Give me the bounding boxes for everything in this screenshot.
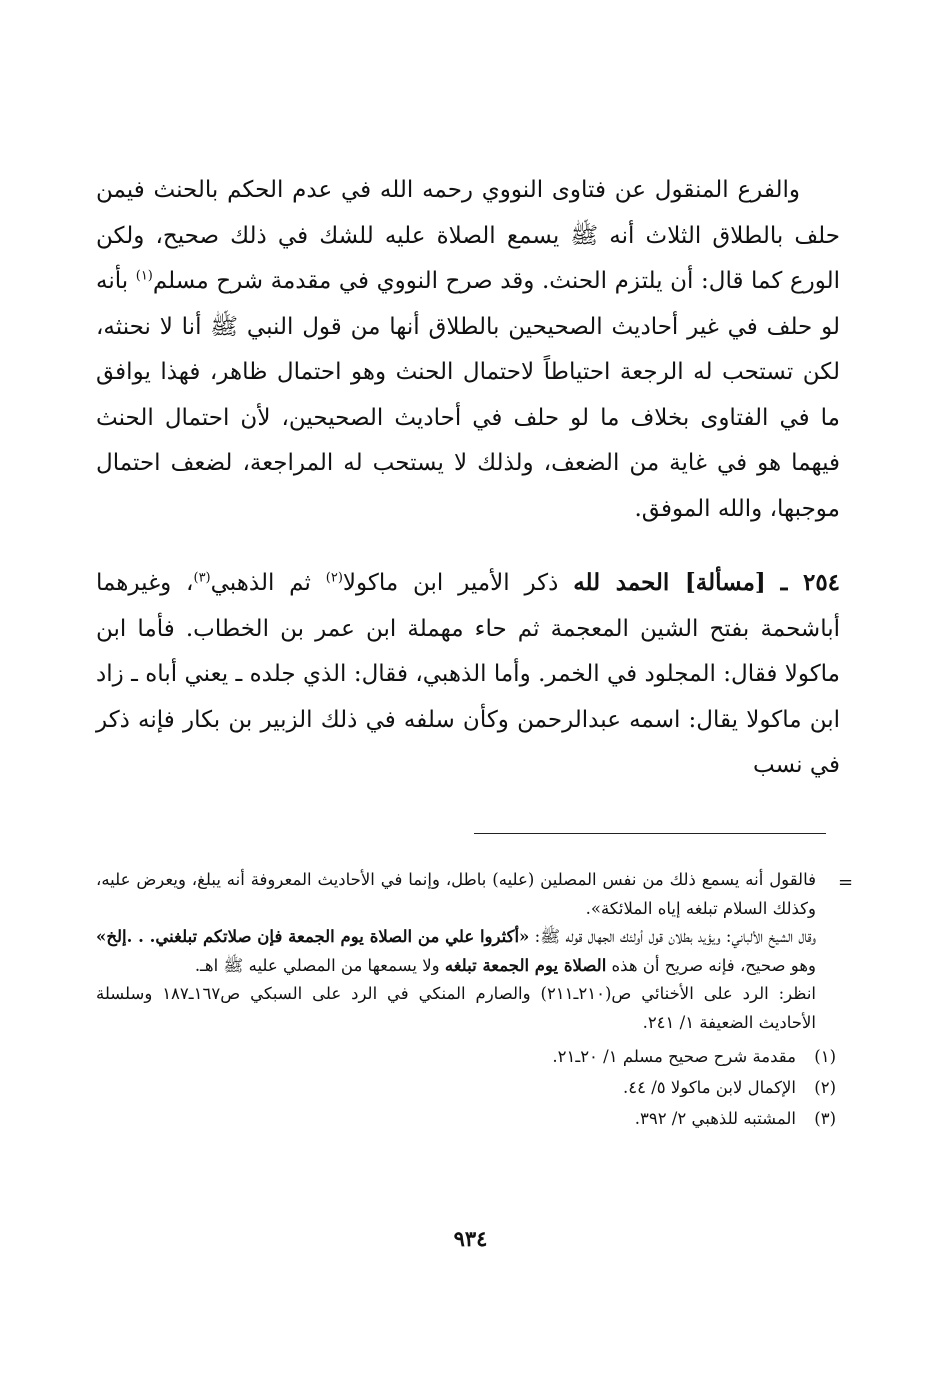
main-text <box>96 168 840 789</box>
page-number: ٩٣٤ <box>453 1226 488 1251</box>
footnote-separator <box>474 833 826 834</box>
paragraph-1: والفرع المنقول عن فتاوى النووي رحمه الله في عدم الحكم بالحنث فيمن حلف بالطلاق الثلاث أنه ﷺ يسمع الصلاة عليه للشك في ذلك صحيح، ولكن الورع كما قال: أن يلتزم الحنث. وقد صرح النووي في مقدمة شرح مسلم$^{(١)}$ بأنه لو حلف في غير أحاديث الصحيحين بالطلاق أنها من قول النبي ﷺ أنا لا نحنثه، لكن تستحب له الرجعة احتياطاً لاحتمال الحنث وهو احتمال ظاهر، فهذا يوافق ما في الفتاوى بخلاف ما لو حلف في أحاديث الصحيحين، لأن احتمال الحنث فيهما هو في غاية من الضعف، ولذلك لا يستحب له المراجعة، لضعف احتمال موجبها، والله الموفق. <box>96 177 840 522</box>
question-number: ٢٥٤ ـ <box>780 569 841 596</box>
question-label: [مسألة] الحمد لله <box>573 569 766 596</box>
footnote-item: (٢)الإكمال لابن ماكولا ٥/ ٤٤. <box>622 1078 836 1097</box>
footnote-ref-2: (٢) <box>325 570 343 586</box>
footnotes <box>96 866 836 1134</box>
footnote-ref-1: (١) <box>135 268 153 284</box>
footnote-continued: فالقول أنه يسمع ذلك من نفس المصلين (عليه) باطل، وإنما في الأحاديث المعروفة أنه يبلغ، ويعرض عليه، وكذلك السلام تبلغه إياه الملائكة». <box>96 870 816 918</box>
footnote-item: (١)مقدمة شرح صحيح مسلم ١/ ٢٠ـ٢١. <box>552 1047 836 1066</box>
footnote-list <box>96 1041 836 1134</box>
continuation-mark: = <box>838 872 854 893</box>
footnote-item: (٣)المشتبه للذهبي ٢/ ٣٩٢. <box>634 1109 836 1128</box>
paragraph-2: ٢٥٤ ـ [مسألة] الحمد لله ذكر الأمير ابن ماكولا$^{(٢)}$ ثم الذهبي$^{(٣)}$، وغيرهما أباشحمة بفتح الشين المعجمة ثم حاء مهملة ابن عمر بن الخطاب. فأما ابن ماكولا فقال: المجلود في الخمر. وأما الذهبي، فقال: الذي جلده ـ يعني أباه ـ زاد ابن ماكولا يقال: اسمه عبدالرحمن وكأن سلفه في ذلك الزبير بن بكار فإنه ذكر في نسب <box>96 569 841 778</box>
footnote-albani: وقال الشيخ الألباني: ويؤيد بطلان قول أولئك الجهال قوله ﷺ: «أكثروا علي من الصلاة يوم الجمعة فإن صلاتكم تبلغني. . .إلخ» وهو صحيح، فإنه صريح أن هذه الصلاة يوم الجمعة تبلغه ولا يسمعها من المصلي عليه ﷺ اهـ. <box>96 927 817 975</box>
footnote-ref-3: (٣) <box>193 570 211 586</box>
footnote-references: انظر: الرد على الأخنائي ص(٢١٠ـ٢١١) والصارم المنكي في الرد على السبكي ص١٦٧ـ١٨٧ وسلسلة الأحاديث الضعيفة ١/ ٢٤١. <box>96 984 816 1032</box>
